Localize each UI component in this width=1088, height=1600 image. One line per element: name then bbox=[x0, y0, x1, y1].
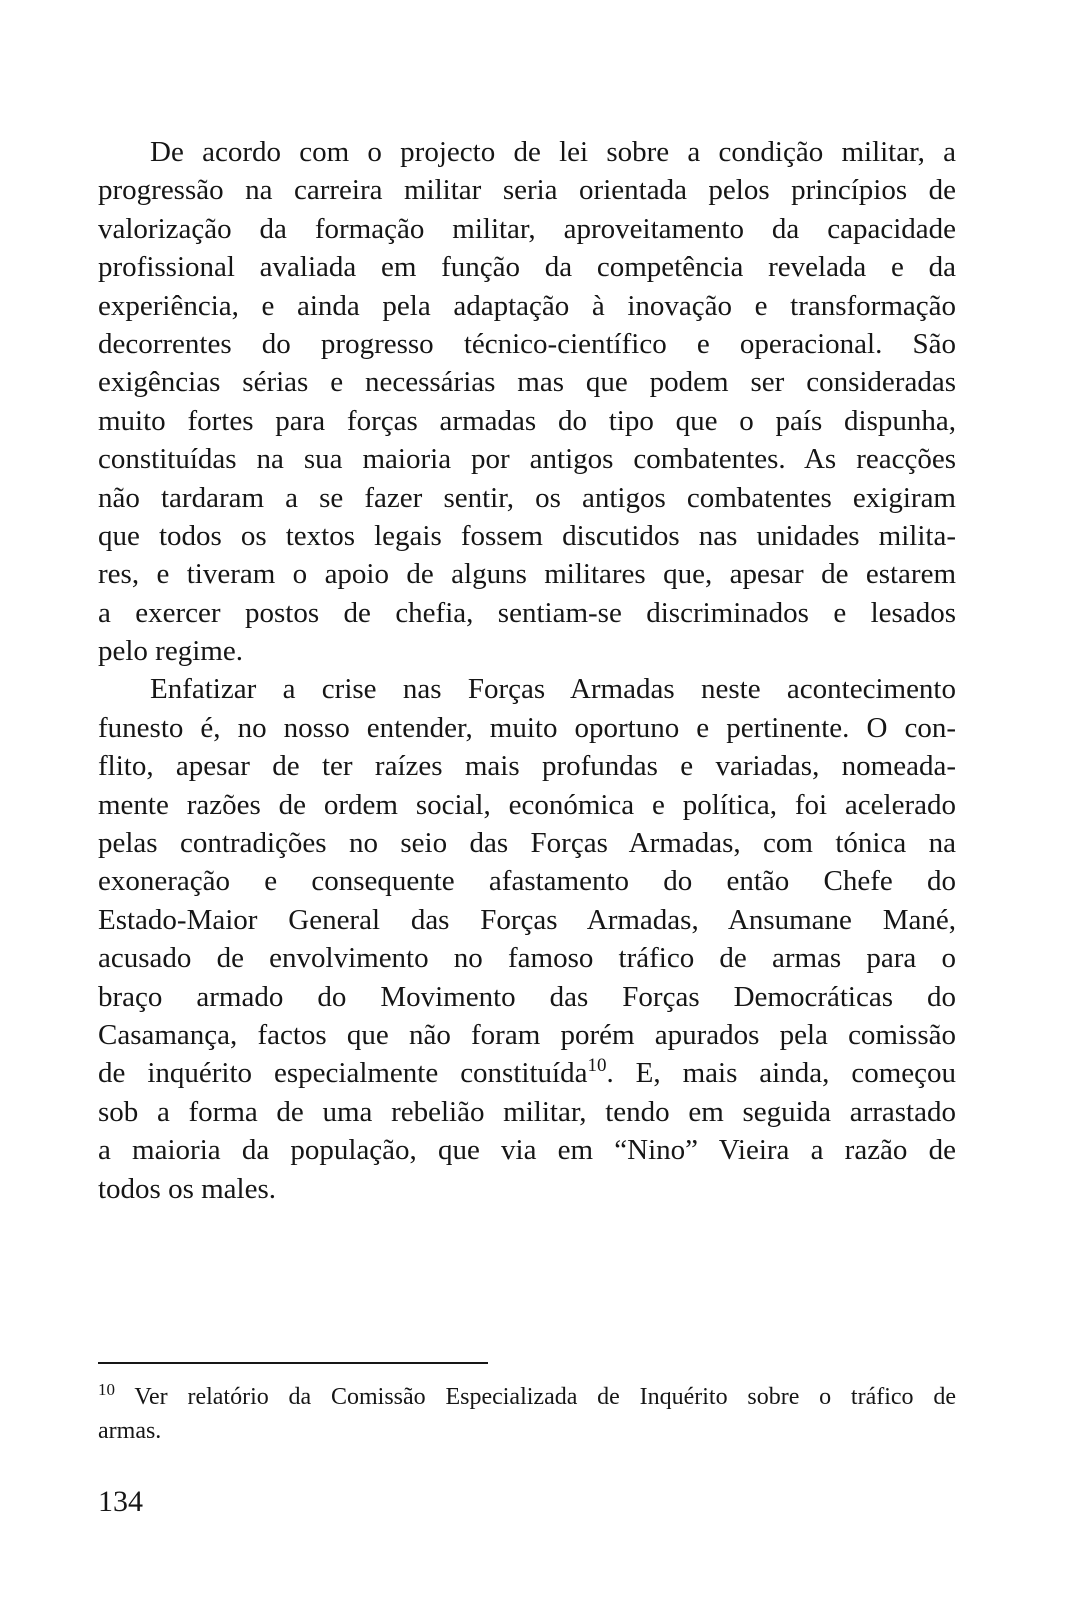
text-line: Estado-Maior General das Forças Armadas, Ansumane Mané, bbox=[98, 903, 956, 936]
text-line: a exercer postos de chefia, sentiam-se discriminados e lesados bbox=[98, 596, 956, 629]
text-line: exigências sérias e necessárias mas que podem ser consideradas bbox=[98, 366, 956, 399]
text-line: profissional avaliada em função da competência revelada e da bbox=[98, 251, 956, 284]
paragraph-1 bbox=[98, 133, 956, 670]
text-line: braço armado do Movimento das Forças Democráticas do bbox=[98, 980, 956, 1013]
text-line: funesto é, no nosso entender, muito oportuno e pertinente. O con- bbox=[98, 711, 956, 744]
text-line: experiência, e ainda pela adaptação à inovação e transformação bbox=[98, 289, 956, 322]
text-segment: . E, mais ainda, começou bbox=[606, 1057, 956, 1090]
text-line-with-footnote-ref bbox=[98, 1054, 956, 1092]
text-line: decorrentes do progresso técnico-científico e operacional. São bbox=[98, 327, 956, 360]
text-line: mente razões de ordem social, económica e política, foi acelerado bbox=[98, 788, 956, 821]
text-line: progressão na carreira militar seria orientada pelos princípios de bbox=[98, 174, 956, 207]
text-line: a maioria da população, que via em “Nino” Vieira a razão de bbox=[98, 1134, 956, 1167]
text-line: pelas contradições no seio das Forças Armadas, com tónica na bbox=[98, 827, 956, 860]
text-line: pelo regime. bbox=[98, 635, 243, 668]
text-line: muito fortes para forças armadas do tipo que o país dispunha, bbox=[98, 404, 956, 437]
paragraph-2 bbox=[98, 670, 956, 1207]
text-line: todos os males. bbox=[98, 1172, 277, 1205]
footnote-line bbox=[98, 1380, 956, 1414]
text-line: flito, apesar de ter raízes mais profundas e variadas, nomeada- bbox=[98, 750, 956, 783]
text-line: não tardaram a se fazer sentir, os antigos combatentes exigiram bbox=[98, 481, 956, 514]
footnote-number: 10 bbox=[98, 1380, 115, 1399]
text-line: exoneração e consequente afastamento do então Chefe do bbox=[98, 865, 956, 898]
footnote bbox=[98, 1380, 956, 1448]
text-line: res, e tiveram o apoio de alguns militares que, apesar de estarem bbox=[98, 558, 956, 591]
text-segment: de inquérito especialmente constituída bbox=[98, 1057, 588, 1090]
text-line: valorização da formação militar, aproveitamento da capacidade bbox=[98, 212, 956, 245]
text-line: que todos os textos legais fossem discutidos nas unidades milita- bbox=[98, 519, 956, 552]
text-line: acusado de envolvimento no famoso tráfico de armas para o bbox=[98, 942, 956, 975]
footnote-line: armas. bbox=[98, 1418, 162, 1444]
footnote-divider bbox=[98, 1362, 488, 1364]
footnote-reference: 10 bbox=[587, 1055, 607, 1077]
text-line: De acordo com o projecto de lei sobre a condição militar, a bbox=[150, 136, 956, 168]
body-text bbox=[98, 133, 956, 1208]
text-line: Enfatizar a crise nas Forças Armadas neste acontecimento bbox=[150, 673, 956, 706]
text-line: sob a forma de uma rebelião militar, tendo em seguida arrastado bbox=[98, 1095, 956, 1128]
page-number: 134 bbox=[98, 1485, 143, 1518]
text-line: Casamança, factos que não foram porém apurados pela comissão bbox=[98, 1018, 956, 1051]
text-line: constituídas na sua maioria por antigos combatentes. As reacções bbox=[98, 443, 956, 476]
footnote-text: Ver relatório da Comissão Especializada de Inquérito sobre o tráfico de bbox=[134, 1384, 956, 1410]
